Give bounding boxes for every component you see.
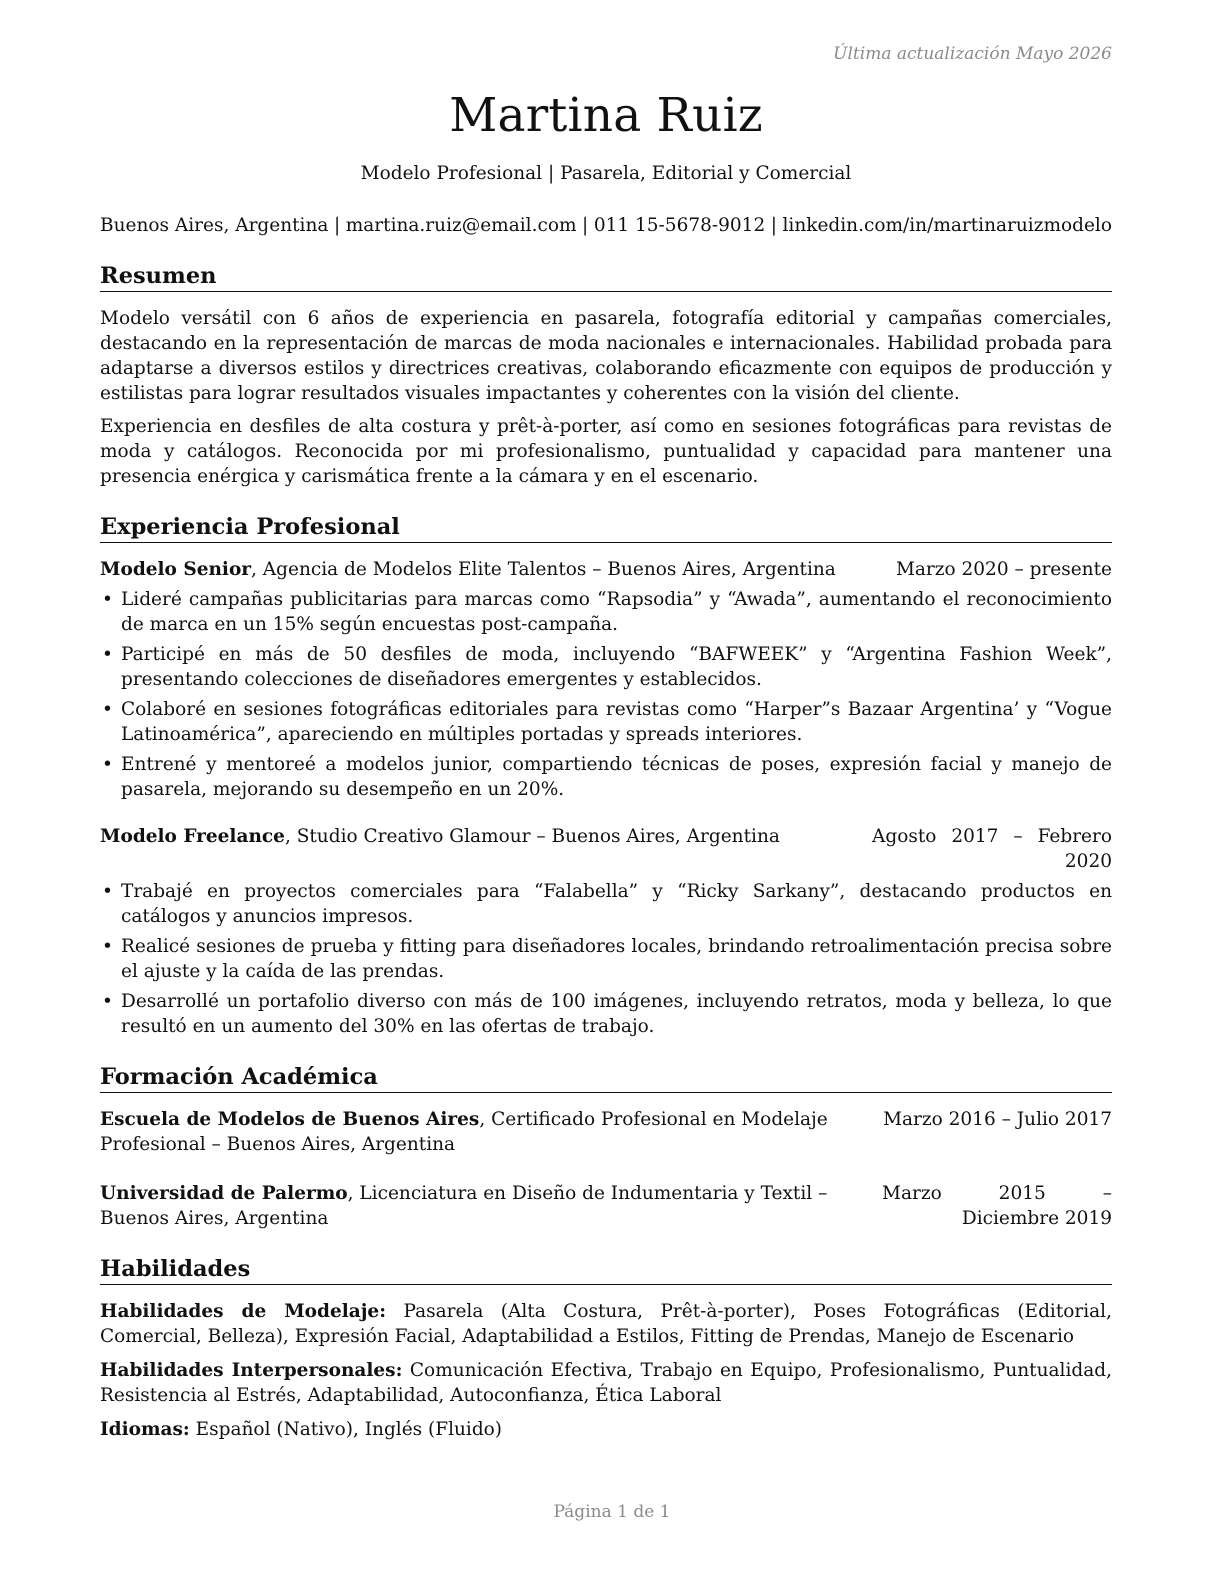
list-item: [100, 989, 1112, 1039]
list-item: [100, 642, 1112, 692]
job-entry: [100, 824, 1112, 1039]
list-item: [100, 752, 1112, 802]
job-bullets: [100, 587, 1112, 802]
job-title-line: [100, 824, 780, 874]
job-entry: [100, 557, 1112, 802]
job-company: , Studio Creativo Glamour – Buenos Aires, Argentina: [284, 826, 780, 847]
bullet-icon: •: [102, 644, 113, 665]
education-dates: Marzo 2016 – Julio 2017: [883, 1109, 1112, 1130]
contact-separator: |: [582, 215, 589, 236]
skill-text: Español (Nativo), Inglés (Fluido): [189, 1419, 503, 1440]
skill-group: [100, 1358, 1112, 1408]
job-dates: Marzo 2020 – presente: [895, 559, 1112, 580]
education-detail: [100, 1107, 883, 1157]
bullet-text: Lideré campañas publicitarias para marcas como “Rapsodia” y “Awada”, aumentando el reconocimiento de marca en un 15% según encuestas post-campaña.: [121, 589, 1112, 635]
bullet-text: Desarrollé un portafolio diverso con más de 100 imágenes, incluyendo retratos, moda y belleza, lo que resultó en un aumento del 30% en las ofertas de trabajo.: [121, 991, 1112, 1037]
skill-text: Pasarela (Alta Costura, Prêt-à-porter), Poses Fotográficas (Editorial, Comercial, Belleza), Expresión Facial, Adaptabilidad a Estilos, Fitting de Prendas, Manejo de Escenario: [100, 1301, 1112, 1347]
summary-paragraph: Experiencia en desfiles de alta costura y prêt-à-porter, así como en sesiones fotográficas para revistas de moda y catálogos. Reconocida por mi profesionalismo, puntualidad y capacidad para mantener una presencia enérgica y carismática frente a la cámara y en el escenario.: [100, 416, 1112, 487]
candidate-name: Martina Ruiz: [449, 88, 763, 143]
skill-label: Habilidades de Modelaje:: [100, 1301, 387, 1322]
bullet-icon: •: [102, 881, 113, 902]
bullet-icon: •: [102, 699, 113, 720]
last-updated: Última actualización Mayo 2026: [833, 44, 1112, 64]
section-title-education: Formación Académica: [100, 1063, 1112, 1093]
job-title-line: [100, 557, 836, 582]
bullet-text: Realicé sesiones de prueba y fitting para diseñadores locales, brindando retroalimentación precisa sobre el ajuste y la caída de las prendas.: [121, 936, 1112, 982]
summary-paragraph: Modelo versátil con 6 años de experiencia en pasarela, fotografía editorial y campañas comerciales, destacando en la representación de marcas de moda nacionales e internacionales. Habilidad probada para adaptarse a diversos estilos y directrices creativas, colaborando eficazmente con equipos de producción y estilistas para lograr resultados visuales impactantes y coherentes con la visión del cliente.: [100, 308, 1112, 404]
contact-location: Buenos Aires, Argentina: [100, 215, 329, 236]
education-program: , Certificado Profesional en Modelaje Profesional – Buenos Aires, Argentina: [100, 1109, 828, 1155]
job-bullets: [100, 879, 1112, 1039]
education-detail: [100, 1181, 882, 1231]
bullet-text: Entrené y mentoreé a modelos junior, compartiendo técnicas de poses, expresión facial y manejo de pasarela, mejorando su desempeño en un 20%.: [121, 754, 1112, 800]
page-number: Página 1 de 1: [553, 1502, 671, 1522]
skill-label: Habilidades Interpersonales:: [100, 1360, 403, 1381]
list-item: [100, 697, 1112, 747]
skill-group: [100, 1417, 1112, 1442]
education-dates: Marzo 2015 – Diciembre 2019: [882, 1183, 1112, 1229]
contact-email[interactable]: martina.ruiz@email.com: [345, 215, 577, 236]
contact-phone: 011 15-5678-9012: [593, 215, 766, 236]
contact-linkedin[interactable]: linkedin.com/in/martinaruizmodelo: [782, 215, 1112, 236]
contact-separator: |: [333, 215, 341, 236]
education-school: Universidad de Palermo: [100, 1183, 348, 1204]
list-item: [100, 934, 1112, 984]
contact-line: [100, 214, 1112, 238]
skill-text: Comunicación Efectiva, Trabajo en Equipo, Profesionalismo, Puntualidad, Resistencia al Estrés, Adaptabilidad, Autoconfianza, Ética Laboral: [100, 1360, 1112, 1406]
job-role: Modelo Freelance: [100, 826, 285, 847]
education-program: , Licenciatura en Diseño de Indumentaria y Textil – Buenos Aires, Argentina: [100, 1183, 828, 1229]
job-company: , Agencia de Modelos Elite Talentos – Buenos Aires, Argentina: [251, 559, 836, 580]
bullet-icon: •: [102, 936, 113, 957]
bullet-text: Colaboré en sesiones fotográficas editoriales para revistas como “Harper”s Bazaar Argentina’ y “Vogue Latinoamérica”, apareciendo en múltiples portadas y spreads interiores.: [121, 699, 1112, 745]
job-header: [100, 824, 1112, 874]
section-title-experience: Experiencia Profesional: [100, 513, 1112, 543]
resume-page: [100, 40, 1112, 1451]
bullet-text: Trabajé en proyectos comerciales para “Falabella” y “Ricky Sarkany”, destacando productos en catálogos y anuncios impresos.: [121, 881, 1112, 927]
headline: Modelo Profesional | Pasarela, Editorial y Comercial: [360, 163, 852, 184]
skill-group: [100, 1299, 1112, 1349]
education-entry: [100, 1107, 1112, 1157]
list-item: [100, 879, 1112, 929]
bullet-icon: •: [102, 589, 113, 610]
bullet-icon: •: [102, 754, 113, 775]
list-item: [100, 587, 1112, 637]
bullet-text: Participé en más de 50 desfiles de moda, incluyendo “BAFWEEK” y “Argentina Fashion Week”, presentando colecciones de diseñadores emergentes y establecidos.: [121, 644, 1112, 690]
skill-label: Idiomas:: [100, 1419, 190, 1440]
education-entry: [100, 1181, 1112, 1231]
job-header: [100, 557, 1112, 582]
section-title-summary: Resumen: [100, 262, 1112, 292]
education-school: Escuela de Modelos de Buenos Aires: [100, 1109, 480, 1130]
section-title-skills: Habilidades: [100, 1255, 1112, 1285]
job-dates: Agosto 2017 – Febrero 2020: [872, 826, 1112, 872]
job-role: Modelo Senior: [100, 559, 252, 580]
bullet-icon: •: [102, 991, 113, 1012]
contact-separator: |: [770, 215, 777, 236]
